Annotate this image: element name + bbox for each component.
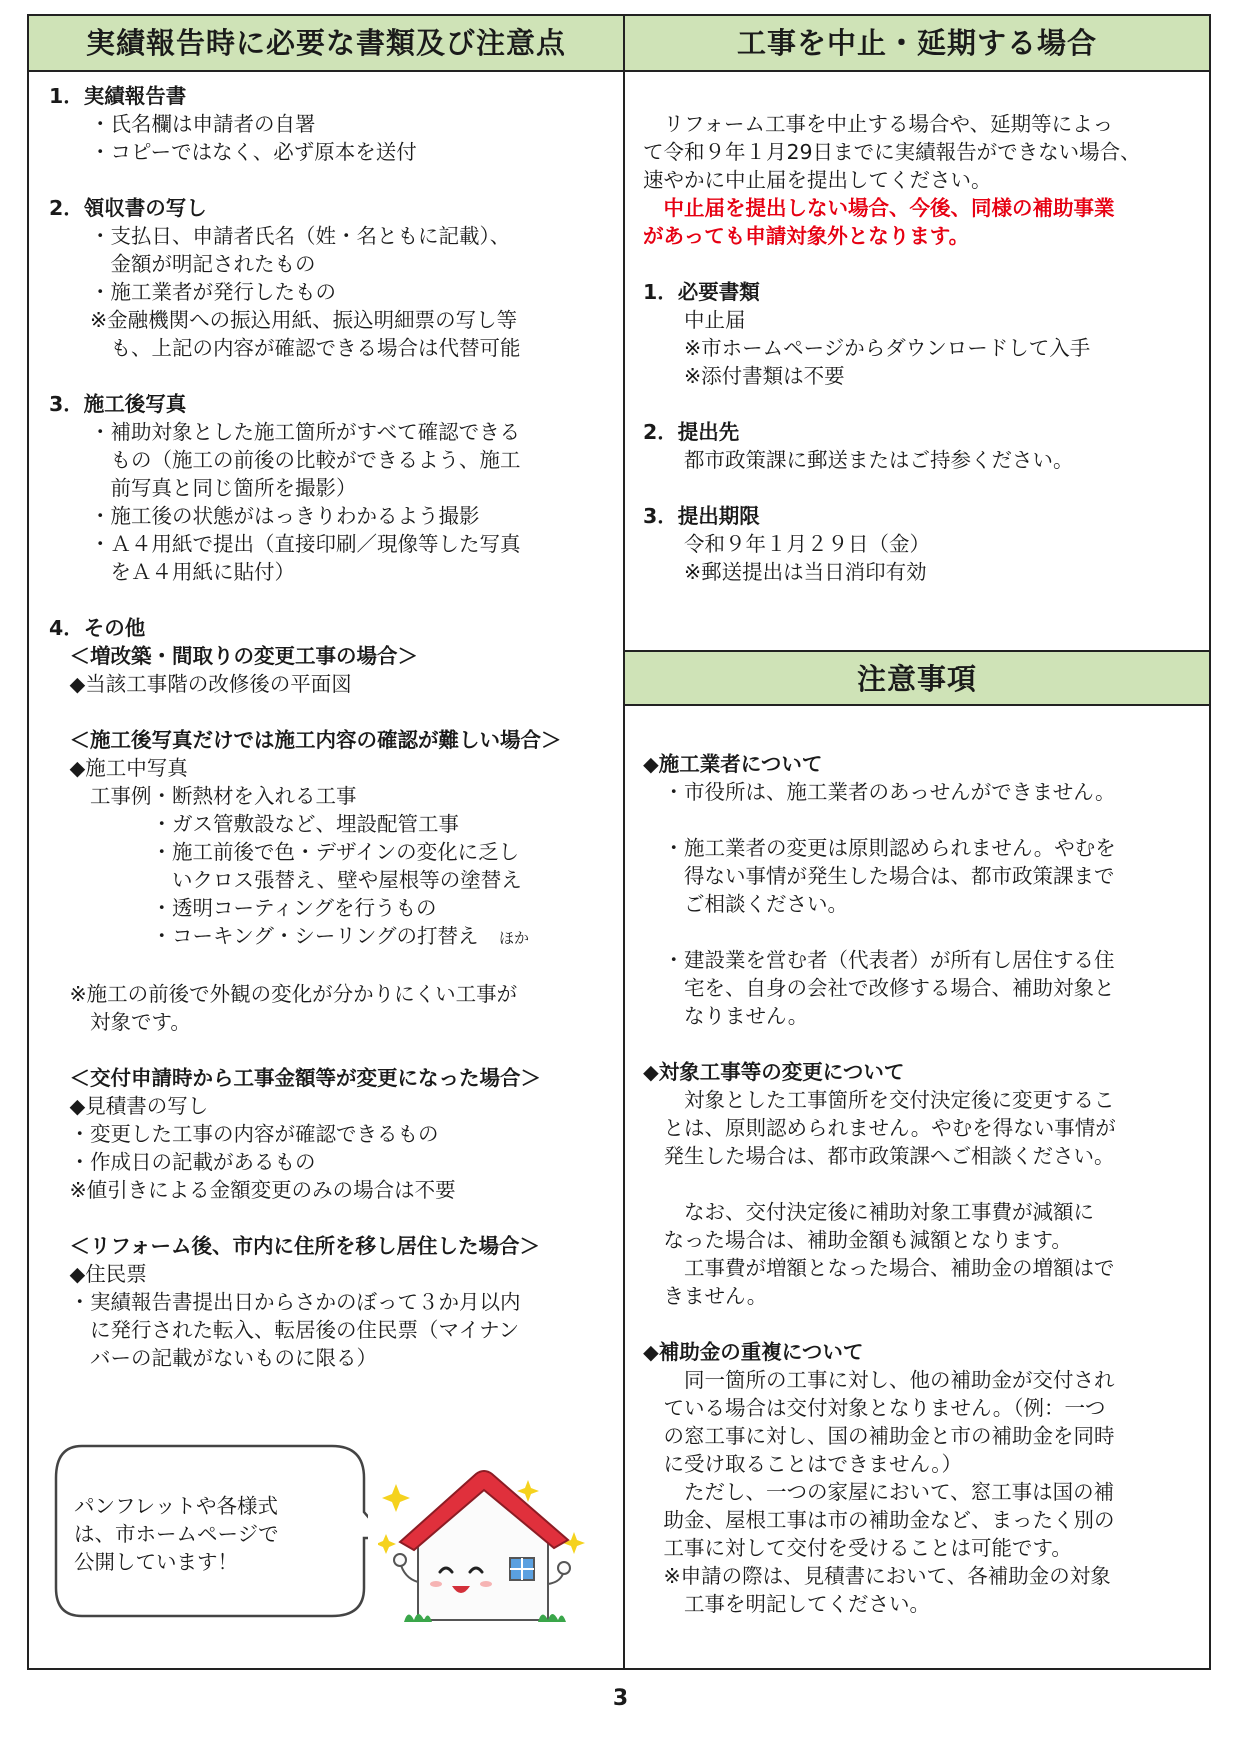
line-text: ◆施工業者について <box>643 752 823 776</box>
line-text: 同一箇所の工事に対し、他の補助金が交付され <box>643 1368 1115 1392</box>
text-line <box>49 1288 611 1316</box>
line-text: ・建設業を営む者（代表者）が所有し居住する住 <box>643 948 1115 972</box>
text-line <box>643 1562 1187 1590</box>
line-text: ・施工業者が発行したもの <box>49 280 336 304</box>
section-heading <box>643 502 1187 530</box>
line-text: 中止届を提出しない場合、今後、同様の補助事業 <box>643 196 1115 220</box>
line-text: ◆対象工事等の変更について <box>643 1060 905 1084</box>
text-line <box>49 866 611 894</box>
text-line <box>49 1344 611 1372</box>
text-line <box>49 1036 611 1064</box>
line-text: 4．その他 <box>49 616 146 640</box>
text-line <box>49 474 611 502</box>
text-line <box>49 166 611 194</box>
text-line <box>49 1260 611 1288</box>
text-line <box>643 1394 1187 1422</box>
line-text: 3．施工後写真 <box>49 392 187 416</box>
line-text: ・実績報告書提出日からさかのぼって３か月以内 <box>49 1290 521 1314</box>
text-line <box>49 1316 611 1344</box>
text-line <box>643 1254 1187 1282</box>
line-text: ※市ホームページからダウンロードして入手 <box>643 336 1091 360</box>
line-text: ・Ａ４用紙で提出（直接印刷／現像等した写真 <box>49 532 521 556</box>
text-line <box>49 446 611 474</box>
line-text: 速やかに中止届を提出してください。 <box>643 168 992 192</box>
text-line <box>643 1030 1187 1058</box>
line-text: ◆施工中写真 <box>49 756 188 780</box>
text-line <box>49 250 611 278</box>
text-line <box>49 586 611 614</box>
line-text: ・コーキング・シーリングの打替え <box>49 924 499 948</box>
section-heading <box>49 194 611 222</box>
text-line <box>643 1226 1187 1254</box>
text-line <box>643 1142 1187 1170</box>
text-line <box>49 754 611 782</box>
line-text: なお、交付決定後に補助対象工事費が減額に <box>643 1200 1094 1224</box>
section-heading <box>49 614 611 642</box>
line-text: ・施工業者の変更は原則認められません。やむを <box>643 836 1116 860</box>
section-heading <box>643 1058 1187 1086</box>
line-text: ・ガス管敷設など、埋設配管工事 <box>49 812 459 836</box>
line-text: ている場合は交付対象となりません。（例：一つ <box>643 1396 1106 1420</box>
section-heading <box>49 82 611 110</box>
line-text: なった場合は、補助金額も減額となります。 <box>643 1228 1072 1252</box>
text-line <box>49 278 611 306</box>
line-text: 1．必要書類 <box>643 280 760 304</box>
section-heading <box>643 750 1187 778</box>
text-line <box>643 778 1187 806</box>
text-line <box>643 1282 1187 1310</box>
text-line <box>49 1148 611 1176</box>
text-line <box>643 918 1187 946</box>
line-text: があっても申請対象外となります。 <box>643 224 970 248</box>
line-text: 対象とした工事箇所を交付決定後に変更するこ <box>643 1088 1115 1112</box>
line-text: に受け取ることはできません。） <box>643 1452 962 1476</box>
line-text: ※申請の際は、見積書において、各補助金の対象 <box>643 1564 1111 1588</box>
line-text: ＜増改築・間取りの変更工事の場合＞ <box>49 644 418 668</box>
line-text: とは、原則認められません。やむを得ない事情が <box>643 1116 1116 1140</box>
line-text: ※添付書類は不要 <box>643 364 845 388</box>
text-line <box>49 362 611 390</box>
line-text: 宅を、自身の会社で改修する場合、補助対象と <box>643 976 1115 1000</box>
text-line <box>49 306 611 334</box>
line-text: いクロス張替え、壁や屋根等の塗替え <box>49 868 522 892</box>
bubble-line: は、市ホームページで <box>74 1522 279 1546</box>
line-text: 3．提出期限 <box>643 504 760 528</box>
text-line <box>643 1002 1187 1030</box>
text-line <box>49 698 611 726</box>
line-text: バーの記載がないものに限る） <box>49 1346 377 1370</box>
section-heading <box>49 726 611 754</box>
line-text: ◆補助金の重複について <box>643 1340 864 1364</box>
text-line <box>643 530 1187 558</box>
line-text: の窓工事に対し、国の補助金と市の補助金を同時 <box>643 1424 1115 1448</box>
text-line <box>49 1008 611 1036</box>
text-line <box>643 1086 1187 1114</box>
text-line <box>49 838 611 866</box>
line-text: ・施工前後で色・デザインの変化に乏し <box>49 840 520 864</box>
line-text: ◆当該工事階の改修後の平面図 <box>49 672 352 696</box>
text-line <box>643 110 1187 138</box>
line-text: なりません。 <box>643 1004 809 1028</box>
text-line <box>643 1422 1187 1450</box>
text-line <box>643 862 1187 890</box>
line-text: きません。 <box>643 1284 768 1308</box>
text-line <box>643 834 1187 862</box>
text-line <box>49 670 611 698</box>
line-text: をＡ４用紙に貼付） <box>49 560 295 584</box>
page-number: 3 <box>612 1686 629 1711</box>
text-line <box>643 250 1187 278</box>
line-text: 1．実績報告書 <box>49 84 187 108</box>
text-line <box>643 1590 1187 1618</box>
notice-header: 注意事項 <box>625 650 1209 706</box>
left-column <box>29 76 623 1372</box>
line-text: ＜施工後写真だけでは施工内容の確認が難しい場合＞ <box>49 728 562 752</box>
text-line <box>49 980 611 1008</box>
text-line <box>49 530 611 558</box>
section-heading <box>49 642 611 670</box>
text-line <box>643 446 1187 474</box>
text-line <box>643 390 1187 418</box>
line-text: ご相談ください。 <box>643 892 848 916</box>
section-heading <box>49 390 611 418</box>
line-text: 中止届 <box>643 308 746 332</box>
text-line <box>643 558 1187 586</box>
line-text: も、上記の内容が確認できる場合は代替可能 <box>49 336 521 360</box>
line-text: 助金、屋根工事は市の補助金など、まったく別の <box>643 1508 1115 1532</box>
house-mascot-icon <box>378 1462 588 1632</box>
section-heading <box>643 418 1187 446</box>
text-line <box>49 952 611 980</box>
line-text: 工事に対して交付を受けることは可能です。 <box>643 1536 1072 1560</box>
text-line <box>49 502 611 530</box>
line-text: ・市役所は、施工業者のあっせんができません。 <box>643 780 1116 804</box>
text-line <box>49 810 611 838</box>
bubble-line: 公開しています！ <box>74 1550 238 1574</box>
left-header: 実績報告時に必要な書類及び注意点 <box>29 16 623 72</box>
line-text: 対象です。 <box>49 1010 191 1034</box>
line-text: ※金融機関への振込用紙、振込明細票の写し等 <box>49 308 518 332</box>
line-tail: ほか <box>498 929 529 947</box>
line-text: に発行された転入、転居後の住民票（マイナン <box>49 1318 520 1342</box>
line-text: 工事例・断熱材を入れる工事 <box>49 784 357 808</box>
text-line <box>49 1176 611 1204</box>
text-line <box>643 1534 1187 1562</box>
line-text: ・作成日の記載があるもの <box>49 1150 316 1174</box>
section-heading <box>643 278 1187 306</box>
line-text: ＜交付申請時から工事金額等が変更になった場合＞ <box>49 1066 541 1090</box>
line-text: ただし、一つの家屋において、窓工事は国の補 <box>643 1480 1115 1504</box>
line-text: ※郵送提出は当日消印有効 <box>643 560 927 584</box>
line-text: ・コピーではなく、必ず原本を送付 <box>49 140 417 164</box>
bubble-text <box>74 1492 344 1576</box>
line-text: リフォーム工事を中止する場合や、延期等によっ <box>643 112 1114 136</box>
text-line <box>49 894 611 922</box>
text-line <box>49 1092 611 1120</box>
line-text: ・変更した工事の内容が確認できるもの <box>49 1122 439 1146</box>
line-text: ・支払日、申請者氏名（姓・名ともに記載）、 <box>49 224 511 248</box>
line-text: ＜リフォーム後、市内に住所を移し居住した場合＞ <box>49 1234 540 1258</box>
text-line <box>643 1478 1187 1506</box>
text-line <box>643 946 1187 974</box>
text-line <box>643 974 1187 1002</box>
line-text: 金額が明記されたもの <box>49 252 316 276</box>
text-line <box>49 1120 611 1148</box>
text-line <box>643 806 1187 834</box>
text-line <box>49 334 611 362</box>
line-text: 工事費が増額となった場合、補助金の増額はで <box>643 1256 1115 1280</box>
line-text: 発生した場合は、都市政策課へご相談ください。 <box>643 1144 1115 1168</box>
text-line <box>49 922 611 952</box>
line-text: ◆住民票 <box>49 1262 147 1286</box>
line-text: ※値引きによる金額変更のみの場合は不要 <box>49 1178 456 1202</box>
text-line <box>643 138 1187 166</box>
text-line <box>643 1310 1187 1338</box>
line-text: 都市政策課に郵送またはご持参ください。 <box>643 448 1074 472</box>
text-line <box>49 222 611 250</box>
line-text: 2．領収書の写し <box>49 196 207 220</box>
text-line <box>643 306 1187 334</box>
section-heading <box>49 1232 611 1260</box>
line-text: ◆見積書の写し <box>49 1094 209 1118</box>
line-text: 工事を明記してください。 <box>643 1592 930 1616</box>
line-text: 令和９年１月２９日（金） <box>643 532 930 556</box>
text-line <box>643 1198 1187 1226</box>
line-text: 得ない事情が発生した場合は、都市政策課まで <box>643 864 1115 888</box>
text-line <box>49 110 611 138</box>
line-text: ・補助対象とした施工箇所がすべて確認できる <box>49 420 521 444</box>
section-heading <box>49 1064 611 1092</box>
line-text: て令和９年１月29日までに実績報告ができない場合、 <box>643 140 1141 164</box>
text-line <box>49 418 611 446</box>
line-text: ・施工後の状態がはっきりわかるよう撮影 <box>49 504 480 528</box>
line-text: もの（施工の前後の比較ができるよう、施工 <box>49 448 521 472</box>
section-heading <box>643 1338 1187 1366</box>
notice-column <box>625 716 1209 1618</box>
text-line <box>643 362 1187 390</box>
text-line <box>49 558 611 586</box>
text-line <box>643 1450 1187 1478</box>
line-text: 2．提出先 <box>643 420 740 444</box>
line-text: ※施工の前後で外観の変化が分かりにくい工事が <box>49 982 518 1006</box>
text-line <box>643 1366 1187 1394</box>
text-line <box>643 166 1187 194</box>
text-line <box>643 1506 1187 1534</box>
text-line <box>643 222 1187 250</box>
line-text: 前写真と同じ箇所を撮影） <box>49 476 357 500</box>
line-text: ・透明コーティングを行うもの <box>49 896 437 920</box>
text-line <box>643 890 1187 918</box>
text-line <box>49 138 611 166</box>
right-header: 工事を中止・延期する場合 <box>625 16 1209 72</box>
bubble-line: パンフレットや各様式 <box>74 1494 278 1518</box>
text-line <box>49 1204 611 1232</box>
text-line <box>49 782 611 810</box>
text-line <box>643 334 1187 362</box>
right-column <box>625 76 1209 586</box>
text-line <box>643 1170 1187 1198</box>
line-text: ・氏名欄は申請者の自署 <box>49 112 316 136</box>
page-frame <box>27 14 1211 1670</box>
text-line <box>643 474 1187 502</box>
text-line <box>643 194 1187 222</box>
text-line <box>643 1114 1187 1142</box>
